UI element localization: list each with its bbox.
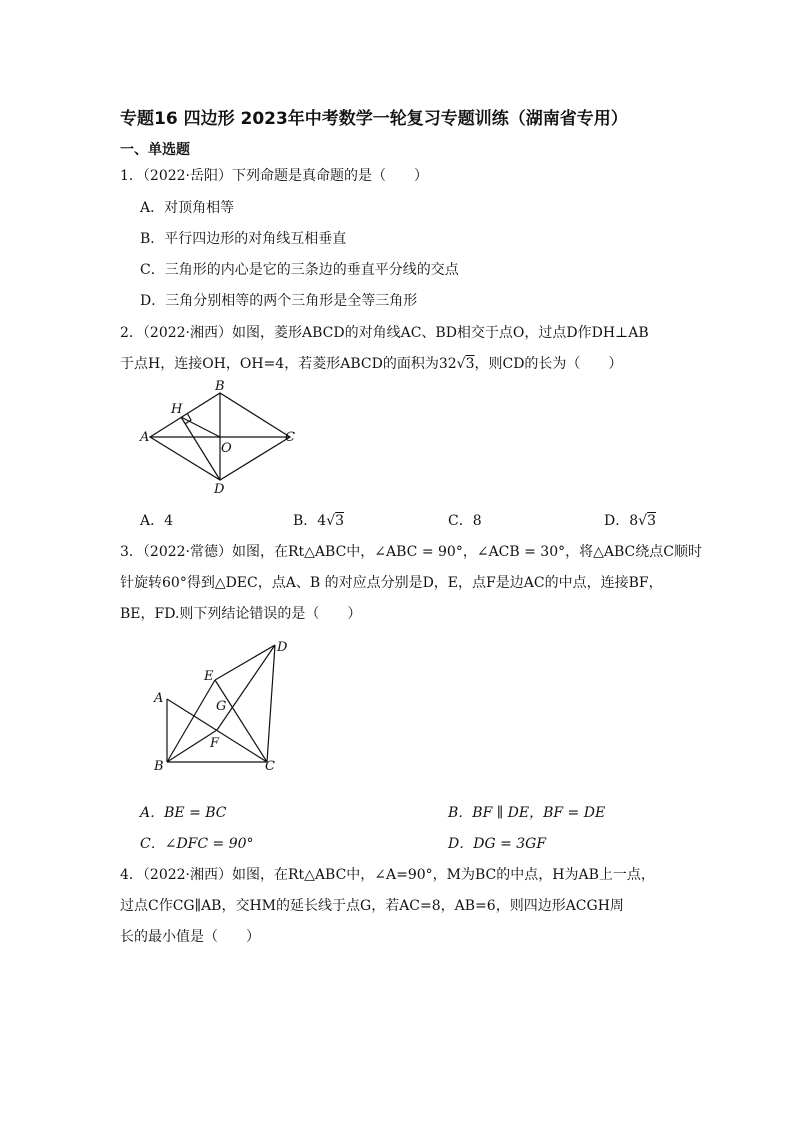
q4-stem-line2: 过点C作CG∥AB，交HM的延长线于点G，若AC=8，AB=6，则四边形ACGH周 xyxy=(120,898,624,914)
q2-option-c: C．8 xyxy=(448,513,482,529)
label-a: A xyxy=(140,430,150,445)
segment-dc xyxy=(267,645,275,762)
label-e: E xyxy=(204,669,214,684)
q2-option-a: A．4 xyxy=(140,513,174,529)
q3-option-d: D．DG = 3GF xyxy=(448,836,547,852)
label-g: G xyxy=(216,699,227,714)
q1-option-d: D．三角分别相等的两个三角形是全等三角形 xyxy=(140,293,418,309)
label-c: C xyxy=(265,759,275,774)
q2-rhombus-figure xyxy=(130,380,310,500)
q2-option-d: D．8√3 xyxy=(604,513,656,529)
label-c: C xyxy=(285,430,295,445)
q4-stem-line3: 长的最小值是（ ） xyxy=(120,929,260,945)
q2-stem-sqrt-value: 3 xyxy=(465,356,475,372)
sqrt-symbol: √ xyxy=(456,356,466,372)
q2-stem-text-a: 于点H，连接OH，OH=4，若菱形ABCD的面积为32 xyxy=(120,356,457,372)
q3-rotation-figure xyxy=(145,632,305,782)
label-o: O xyxy=(221,441,232,456)
q2-stem-text-b: ，则CD的长为（ ） xyxy=(474,356,623,372)
segment-ed xyxy=(215,645,275,680)
q3-option-b: B．BF ∥ DE，BF = DE xyxy=(448,805,606,821)
q2-stem-line1: 2．（2022·湘西）如图，菱形ABCD的对角线AC、BD相交于点O，过点D作DH⊥AB xyxy=(120,325,649,341)
q2-option-b: B．4√3 xyxy=(293,513,345,529)
q3-option-c: C．∠DFC = 90° xyxy=(140,836,254,852)
segment-be xyxy=(167,680,215,762)
q3-option-a: A．BE = BC xyxy=(140,805,227,821)
page-title: 专题16 四边形 2023年中考数学一轮复习专题训练（湖南省专用） xyxy=(120,109,628,129)
segment-fd xyxy=(217,645,275,730)
label-f: F xyxy=(210,736,220,751)
label-h: H xyxy=(171,402,183,417)
q3-stem-line3: BE，FD.则下列结论错误的是（ ） xyxy=(120,606,362,622)
q3-stem-line1: 3．（2022·常德）如图，在Rt△ABC中，∠ABC = 90°，∠ACB = 30°，将△ABC绕点C顺时 xyxy=(120,544,702,560)
label-d: D xyxy=(214,482,225,497)
label-d: D xyxy=(277,640,288,655)
label-b: B xyxy=(154,759,164,774)
q1-option-a: A．对顶角相等 xyxy=(140,200,235,216)
q2-stem-line2 xyxy=(120,353,622,373)
sqrt-symbol: √ xyxy=(326,513,336,529)
sqrt-symbol: √ xyxy=(638,513,648,529)
q1-option-c: C．三角形的内心是它的三条边的垂直平分线的交点 xyxy=(140,262,459,278)
q1-stem: 1．（2022·岳阳）下列命题是真命题的是（ ） xyxy=(120,168,428,184)
q1-option-b: B．平行四边形的对角线互相垂直 xyxy=(140,231,347,247)
section-heading: 一、单选题 xyxy=(120,142,190,158)
label-a: A xyxy=(154,691,164,706)
q4-stem-line1: 4．（2022·湘西）如图，在Rt△ABC中，∠A=90°，M为BC的中点，H为AB上一点， xyxy=(120,867,655,883)
label-b: B xyxy=(215,380,225,394)
q3-stem-line2: 针旋转60°得到△DEC，点A、B 的对应点分别是D，E，点F是边AC的中点，连接BF， xyxy=(120,575,663,591)
